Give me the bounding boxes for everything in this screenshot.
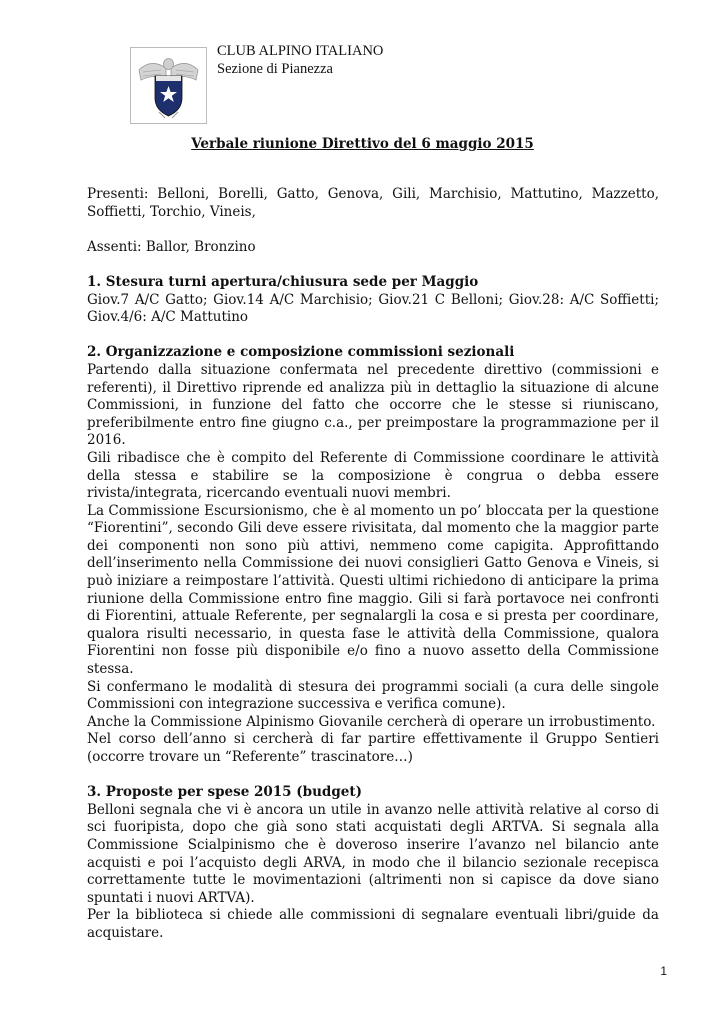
eagle-shield-emblem-icon — [131, 48, 206, 123]
item2-paragraph: Partendo dalla situazione confermata nel precedente direttivo (commissioni e referenti), il Direttivo riprende ed analizza più in dettaglio la situazione di alcune Commissioni, in funzione del fatto che occorre che le stesse si riuniscano, preferibilmente entro fine giugno c.a., per preimpostare la programmazione per il 2016. — [87, 361, 659, 449]
cai-logo — [130, 47, 207, 124]
item2-heading: 2. Organizzazione e composizione commissioni sezionali — [87, 344, 515, 361]
header — [217, 42, 383, 78]
attendees-present: Presenti: Belloni, Borelli, Gatto, Genova, Gili, Marchisio, Mattutino, Mazzetto, Soffietti, Torchio, Vineis, — [87, 186, 659, 220]
item2-paragraph: Gili ribadisce che è compito del Referente di Commissione coordinare le attività della stessa e stabilire se la composizione è congrua o debba essere rivista/integrata, ricercando eventuali nuovi membri. — [87, 449, 659, 502]
org-name: CLUB ALPINO ITALIANO — [217, 43, 384, 59]
item3-heading: 3. Proposte per spese 2015 (budget) — [87, 784, 362, 801]
page-number: 1 — [660, 964, 667, 978]
section-name: Sezione di Pianezza — [217, 61, 333, 77]
item2-paragraph: Si confermano le modalità di stesura dei programmi sociali (a cura delle singole Commissioni con integrazione successiva e verifica comune). — [87, 678, 659, 713]
item1-text: Giov.7 A/C Gatto; Giov.14 A/C Marchisio; Giov.21 C Belloni; Giov.28: A/C Soffietti; Giov.4/6: A/C Mattutino — [87, 291, 659, 326]
item2-paragraph: La Commissione Escursionismo, che è al momento un po’ bloccata per la questione “Fiorentini”, secondo Gili deve essere rivisitata, dal momento che la maggior parte dei componenti non sono più attivi, nemmeno come capigita. Approfittando dell’inserimento nella Commissione dei nuovi consiglieri Gatto Genova e Vineis, si può iniziare a reimpostare l’attività. Questi ultimi richiedono di anticipare la prima riunione della Commissione entro fine maggio. Gili si farà portavoce nei confronti di Fiorentini, attuale Referente, per segnalargli la cosa e si presta per coordinare, qualora risulti necessario, in questa fase le attività della Commissione, qualora Fiorentini non fosse più disponibile e/o fino a nuovo assetto della Commissione stessa. — [87, 502, 659, 678]
document-body — [87, 186, 659, 943]
attendees-absent: Assenti: Ballor, Bronzino — [87, 238, 256, 255]
item3-paragraph: Belloni segnala che vi è ancora un utile in avanzo nelle attività relative al corso di sci fuoripista, dopo che già sono stati acquistati degli ARTVA. Si segnala alla Commissione Scialpinismo che è doveroso inserire l’avanzo nel bilancio ante acquisti e poi l’acquisto degli ARVA, in modo che il bilancio sezionale recepisca correttamente tutte le movimentazioni (altrimenti non si capisce da dove siano spuntati i nuovi ARTVA). — [87, 801, 659, 906]
item3-paragraph: Per la biblioteca si chiede alle commissioni di segnalare eventuali libri/guide da acquistare. — [87, 907, 659, 941]
item1-heading: 1. Stesura turni apertura/chiusura sede per Maggio — [87, 273, 479, 290]
document-title: Verbale riunione Direttivo del 6 maggio 2015 — [191, 136, 534, 152]
item2-paragraph: Anche la Commissione Alpinismo Giovanile cercherà di operare un irrobustimento. — [87, 713, 656, 730]
item2-paragraph: Nel corso dell’anno si cercherà di far partire effettivamente il Gruppo Sentieri (occorre trovare un “Referente” trascinatore…) — [87, 731, 659, 765]
